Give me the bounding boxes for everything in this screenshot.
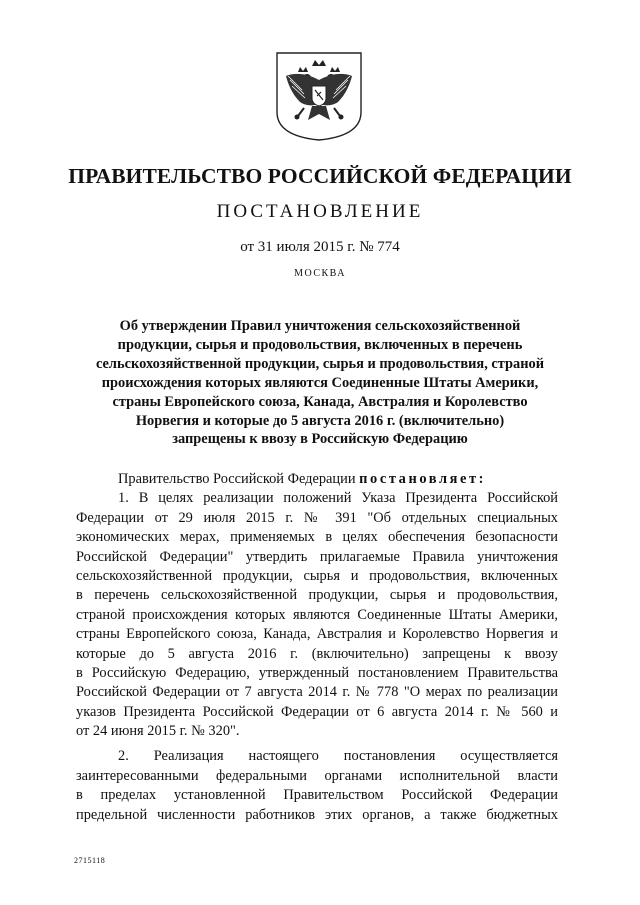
document-date-number: от 31 июля 2015 г. № 774 <box>240 239 400 255</box>
paragraph-1-line: экономических мерах, применяемых в целях обеспечения безопасности <box>76 529 558 546</box>
paragraph-1-line: которые до 5 августа 2016 г. (включительно) запрещены к ввозу <box>76 645 558 662</box>
paragraph-2-line: 2. Реализация настоящего постановления осуществляется <box>118 748 558 765</box>
paragraph-1-line: 1. В целях реализации положений Указа Президента Российской <box>118 490 558 507</box>
document-code: 2715118 <box>74 856 106 865</box>
paragraph-2-line: заинтересованными федеральными органами исполнительной власти <box>76 767 558 784</box>
coat-of-arms-icon <box>274 50 364 142</box>
paragraph-1-line: от 24 июня 2015 г. № 320". <box>76 723 240 740</box>
paragraph-2-line: предельной численности работников этих органов, а также бюджетных <box>76 806 558 823</box>
paragraph-1-line: в Российскую Федерацию, утвержденный постановлением Правительства <box>76 664 558 681</box>
paragraph-1-line: страны Европейского союза, Канада, Австралия и Королевство Норвегия и <box>76 626 558 643</box>
paragraph-1-line: Федерации от 29 июля 2015 г. № 391 "Об отдельных специальных <box>76 509 558 526</box>
paragraph-1-line: Российской Федерации" утвердить прилагаемые Правила уничтожения <box>76 548 558 565</box>
subject-line: Норвегия и которые до 5 августа 2016 г. (включительно) <box>135 412 505 429</box>
subject-line: сельскохозяйственной продукции, сырья и продовольствия, страной <box>95 355 545 372</box>
document-city: МОСКВА <box>294 268 346 279</box>
subject-line: запрещены к ввозу в Российскую Федерацию <box>172 431 468 448</box>
document-type: ПОСТАНОВЛЕНИЕ <box>216 201 424 222</box>
paragraph-1-line: в перечень сельскохозяйственной продукции, сырья и продовольствия, <box>76 587 558 604</box>
paragraph-1-line: Российской Федерации от 7 августа 2014 г. № 778 "О мерах по реализации <box>76 684 558 701</box>
paragraph-1-line: указов Президента Российской Федерации от 6 августа 2014 г. № 560 и <box>76 703 558 720</box>
intro-decree-word: постановляет: <box>359 471 487 487</box>
document-body <box>76 470 558 825</box>
subject-line: происхождения которых являются Соединенные Штаты Америки, <box>101 374 539 391</box>
intro-prefix: Правительство Российской Федерации <box>118 471 360 487</box>
paragraph-1-line: сельскохозяйственной продукции, сырья и продовольствия, включенных <box>76 567 558 584</box>
subject-line: страны Европейского союза, Канада, Австралия и Королевство <box>112 393 528 410</box>
paragraph-2-line: в пределах установленной Правительством Российской Федерации <box>76 787 558 804</box>
document-subject <box>60 317 580 449</box>
government-title: ПРАВИТЕЛЬСТВО РОССИЙСКОЙ ФЕДЕРАЦИИ <box>68 164 572 188</box>
body-intro <box>76 470 558 489</box>
paragraph-1-line: страной происхождения которых являются Соединенные Штаты Америки, <box>76 606 558 623</box>
subject-line: продукции, сырья и продовольствия, включенных в перечень <box>117 336 523 353</box>
subject-line: Об утверждении Правил уничтожения сельскохозяйственной <box>119 318 521 334</box>
